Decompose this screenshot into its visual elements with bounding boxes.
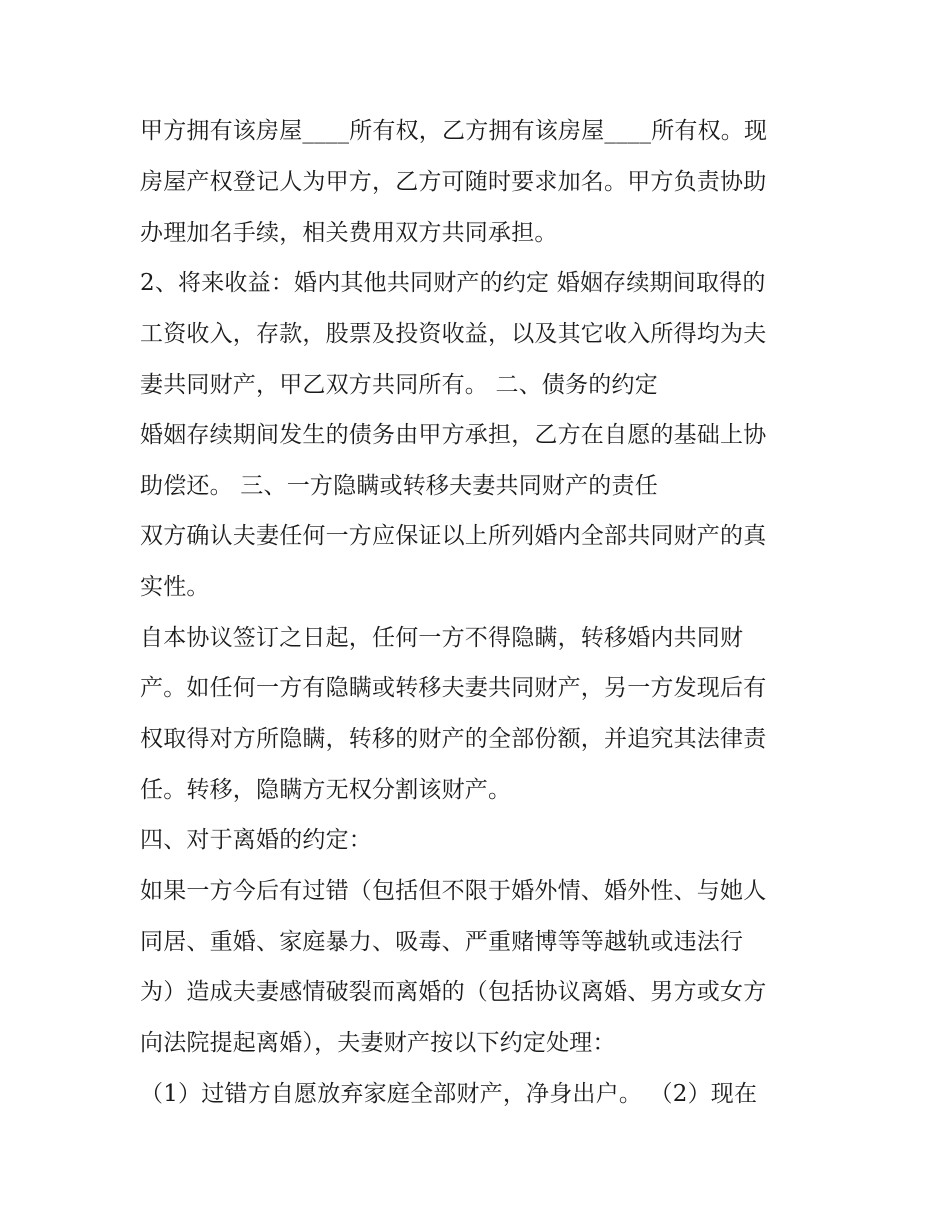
text-line: 自本协议签订之日起，任何一方不得隐瞒，转移婚内共同财	[140, 625, 744, 651]
text-line: 如果一方今后有过错（包括但不限于婚外情、婚外性、与她人	[140, 878, 767, 904]
text-line: 为）造成夫妻感情破裂而离婚的（包括协议离婚、男方或女方	[140, 979, 767, 1005]
text-line: 实性。	[140, 574, 210, 600]
text-line: 产。如任何一方有隐瞒或转移夫妻共同财产，另一方发现后有	[140, 675, 767, 701]
text-line: 2、将来收益：婚内其他共同财产的约定 婚姻存续期间取得的	[140, 270, 766, 296]
text-line: （1）过错方自愿放弃家庭全部财产，净身出户。 （2）现在	[140, 1081, 758, 1107]
text-line: 同居、重婚、家庭暴力、吸毒、严重赌博等等越轨或违法行	[140, 929, 744, 955]
text-line: 办理加名手续，相关费用双方共同承担。	[140, 220, 558, 246]
text-line: 妻共同财产，甲乙双方共同所有。 二、债务的约定	[140, 372, 658, 398]
text-line: 双方确认夫妻任何一方应保证以上所列婚内全部共同财产的真	[140, 523, 767, 549]
text-line: 任。转移，隐瞒方无权分割该财产。	[140, 777, 512, 803]
text-line: 甲方拥有该房屋____所有权，乙方拥有该房屋____所有权。现	[140, 118, 768, 144]
text-line: 权取得对方所隐瞒，转移的财产的全部份额，并追究其法律责	[140, 726, 767, 752]
text-line: 向法院提起离婚），夫妻财产按以下约定处理：	[140, 1030, 616, 1056]
text-line: 房屋产权登记人为甲方，乙方可随时要求加名。甲方负责协助	[140, 169, 767, 195]
text-line: 婚姻存续期间发生的债务由甲方承担，乙方在自愿的基础上协	[140, 422, 767, 448]
text-line: 工资收入，存款，股票及投资收益，以及其它收入所得均为夫	[140, 321, 767, 347]
text-line: 四、对于离婚的约定：	[140, 827, 372, 853]
text-line: 助偿还。 三、一方隐瞒或转移夫妻共同财产的责任	[140, 473, 658, 499]
